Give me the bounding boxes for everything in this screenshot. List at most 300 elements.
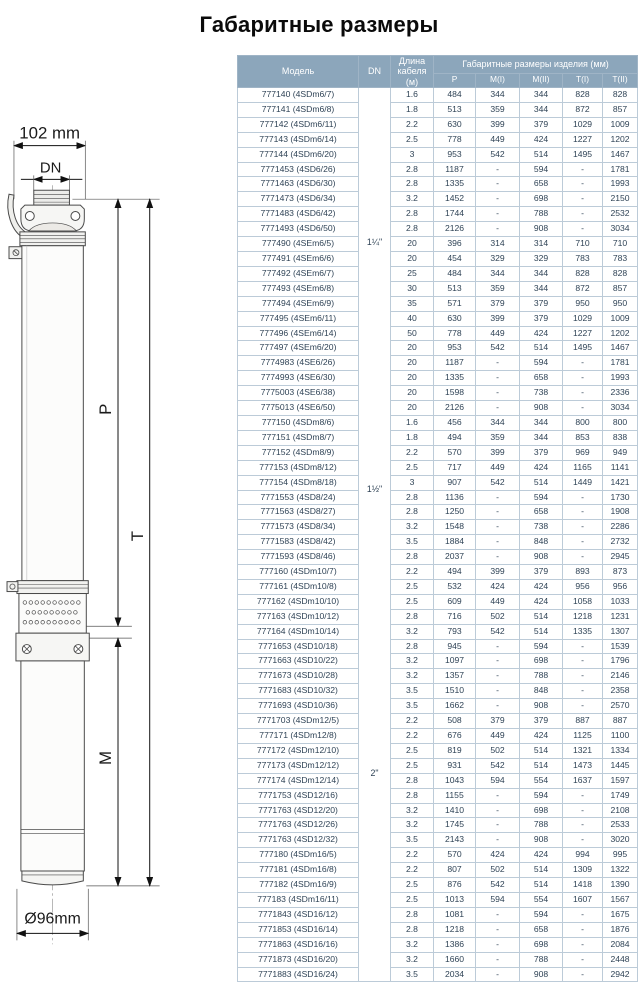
value-cell: 2146 — [603, 669, 638, 684]
value-cell: 2.2 — [391, 565, 434, 580]
value-cell: 344 — [520, 102, 563, 117]
value-cell: - — [476, 937, 520, 952]
value-cell: 3.2 — [391, 624, 434, 639]
value-cell: 2.2 — [391, 117, 434, 132]
table-header — [238, 56, 638, 88]
table-row — [238, 520, 638, 535]
model-cell: 777141 (4SDm6/8) — [238, 102, 359, 117]
value-cell: 956 — [603, 579, 638, 594]
value-cell: 2533 — [603, 818, 638, 833]
model-cell: 7774983 (4SE6/26) — [238, 356, 359, 371]
value-cell: 788 — [520, 818, 563, 833]
table-row — [238, 907, 638, 922]
model-cell: 7775013 (4SE6/50) — [238, 401, 359, 416]
value-cell: 872 — [563, 102, 603, 117]
table-row — [238, 88, 638, 103]
value-cell: - — [476, 967, 520, 982]
value-cell: 1033 — [603, 594, 638, 609]
model-cell: 7771573 (4SD8/34) — [238, 520, 359, 535]
value-cell: - — [476, 818, 520, 833]
pump-body — [22, 246, 83, 581]
value-cell: - — [476, 952, 520, 967]
value-cell: 956 — [563, 579, 603, 594]
value-cell: - — [563, 952, 603, 967]
value-cell: 379 — [476, 714, 520, 729]
table-row — [238, 222, 638, 237]
model-cell: 7771753 (4SD12/16) — [238, 788, 359, 803]
value-cell: - — [476, 669, 520, 684]
value-cell: 502 — [476, 863, 520, 878]
value-cell: 2945 — [603, 550, 638, 565]
value-cell: - — [476, 833, 520, 848]
value-cell: - — [563, 788, 603, 803]
table-row — [238, 281, 638, 296]
value-cell: 20 — [391, 371, 434, 386]
table-row — [238, 430, 638, 445]
value-cell: 514 — [520, 758, 563, 773]
model-cell: 7775003 (4SE6/38) — [238, 386, 359, 401]
value-cell: 1495 — [563, 341, 603, 356]
table-row — [238, 848, 638, 863]
model-cell: 777492 (4SEm6/7) — [238, 266, 359, 281]
value-cell: 424 — [520, 326, 563, 341]
model-cell: 7771563 (4SD8/27) — [238, 505, 359, 520]
dn-dimension-label: DN — [39, 160, 62, 177]
value-cell: 399 — [476, 445, 520, 460]
value-cell: 778 — [434, 132, 476, 147]
value-cell: 717 — [434, 460, 476, 475]
dn-group-label: 1¼" — [366, 237, 383, 248]
table-row — [238, 386, 638, 401]
intake-strainer — [19, 594, 86, 634]
model-cell: 777495 (4SEm6/11) — [238, 311, 359, 326]
table-row — [238, 699, 638, 714]
value-cell: 3.5 — [391, 833, 434, 848]
table-row — [238, 565, 638, 580]
value-cell: 329 — [520, 252, 563, 267]
model-cell: 7771453 (4SD6/26) — [238, 162, 359, 177]
value-cell: 3.2 — [391, 654, 434, 669]
value-cell: 2.2 — [391, 848, 434, 863]
value-cell: 698 — [520, 192, 563, 207]
value-cell: 1227 — [563, 326, 603, 341]
value-cell: - — [563, 162, 603, 177]
value-cell: - — [476, 922, 520, 937]
value-cell: 594 — [520, 490, 563, 505]
value-cell: 710 — [603, 237, 638, 252]
dn-column-cell — [359, 88, 391, 982]
value-cell: 514 — [520, 878, 563, 893]
value-cell: 950 — [603, 296, 638, 311]
value-cell: 828 — [603, 266, 638, 281]
value-cell: 456 — [434, 415, 476, 430]
value-cell: 1473 — [563, 758, 603, 773]
value-cell: 379 — [520, 714, 563, 729]
value-cell: 2034 — [434, 967, 476, 982]
table-row — [238, 863, 638, 878]
value-cell: 2286 — [603, 520, 638, 535]
value-cell: 571 — [434, 296, 476, 311]
value-cell: 953 — [434, 341, 476, 356]
value-cell: 857 — [603, 102, 638, 117]
value-cell: - — [563, 207, 603, 222]
value-cell: 2.2 — [391, 863, 434, 878]
value-cell: - — [476, 490, 520, 505]
model-cell: 7771653 (4SD10/18) — [238, 639, 359, 654]
table-row — [238, 803, 638, 818]
model-cell: 777163 (4SDm10/12) — [238, 609, 359, 624]
value-cell: 594 — [520, 907, 563, 922]
value-cell: 1449 — [563, 475, 603, 490]
value-cell: 594 — [520, 162, 563, 177]
header-model: Модель — [238, 56, 359, 88]
model-cell: 777181 (4SDm16/8) — [238, 863, 359, 878]
value-cell: 1495 — [563, 147, 603, 162]
upper-ribbed-band — [20, 232, 85, 246]
value-cell: 542 — [476, 878, 520, 893]
value-cell: 3.5 — [391, 684, 434, 699]
value-cell: 2150 — [603, 192, 638, 207]
table-row — [238, 505, 638, 520]
value-cell: 1009 — [603, 311, 638, 326]
value-cell: - — [476, 177, 520, 192]
value-cell: 3020 — [603, 833, 638, 848]
value-cell: 1993 — [603, 177, 638, 192]
value-cell: 1097 — [434, 654, 476, 669]
value-cell: 2.5 — [391, 460, 434, 475]
value-cell: 514 — [520, 743, 563, 758]
model-cell: 7771463 (4SD6/30) — [238, 177, 359, 192]
table-row — [238, 669, 638, 684]
value-cell: 514 — [520, 609, 563, 624]
value-cell: - — [563, 833, 603, 848]
value-cell: 379 — [476, 296, 520, 311]
value-cell: 424 — [520, 132, 563, 147]
value-cell: 20 — [391, 401, 434, 416]
value-cell: 838 — [603, 430, 638, 445]
value-cell: 359 — [476, 102, 520, 117]
value-cell: 2084 — [603, 937, 638, 952]
value-cell: 594 — [520, 356, 563, 371]
table-row — [238, 371, 638, 386]
value-cell: 828 — [563, 266, 603, 281]
table-row — [238, 788, 638, 803]
value-cell: 1598 — [434, 386, 476, 401]
model-cell: 7771763 (4SD12/20) — [238, 803, 359, 818]
diameter-dimension-label: Ø96mm — [24, 910, 81, 928]
value-cell: 2448 — [603, 952, 638, 967]
table-row — [238, 326, 638, 341]
dimensions-table — [237, 55, 638, 982]
value-cell: 379 — [520, 445, 563, 460]
value-cell: - — [563, 401, 603, 416]
table-row — [238, 356, 638, 371]
model-cell: 777180 (4SDm16/5) — [238, 848, 359, 863]
value-cell: 1136 — [434, 490, 476, 505]
table-row — [238, 639, 638, 654]
value-cell: 853 — [563, 430, 603, 445]
value-cell: 1410 — [434, 803, 476, 818]
value-cell: - — [563, 669, 603, 684]
value-cell: 594 — [476, 773, 520, 788]
value-cell: 995 — [603, 848, 638, 863]
model-cell: 7771593 (4SD8/46) — [238, 550, 359, 565]
value-cell: 20 — [391, 237, 434, 252]
model-cell: 777142 (4SDm6/11) — [238, 117, 359, 132]
value-cell: 800 — [603, 415, 638, 430]
value-cell: 1307 — [603, 624, 638, 639]
value-cell: - — [563, 505, 603, 520]
value-cell: 344 — [476, 88, 520, 103]
table-row — [238, 147, 638, 162]
value-cell: 908 — [520, 967, 563, 982]
value-cell: 1335 — [563, 624, 603, 639]
value-cell: 570 — [434, 848, 476, 863]
value-cell: 449 — [476, 460, 520, 475]
table-row — [238, 892, 638, 907]
value-cell: 1335 — [434, 177, 476, 192]
value-cell: 1607 — [563, 892, 603, 907]
value-cell: 594 — [520, 788, 563, 803]
value-cell: 1749 — [603, 788, 638, 803]
header-m2: M(II) — [520, 73, 563, 87]
value-cell: - — [476, 207, 520, 222]
value-cell: 532 — [434, 579, 476, 594]
value-cell: 449 — [476, 326, 520, 341]
value-cell: 30 — [391, 281, 434, 296]
table-row — [238, 415, 638, 430]
model-cell: 777161 (4SDm10/8) — [238, 579, 359, 594]
model-cell: 7771703 (4SDm12/5) — [238, 714, 359, 729]
value-cell: 1029 — [563, 117, 603, 132]
value-cell: 848 — [520, 684, 563, 699]
value-cell: 20 — [391, 341, 434, 356]
table-row — [238, 207, 638, 222]
value-cell: 1467 — [603, 147, 638, 162]
value-cell: 953 — [434, 147, 476, 162]
model-cell: 7771493 (4SD6/50) — [238, 222, 359, 237]
value-cell: 454 — [434, 252, 476, 267]
table-row — [238, 445, 638, 460]
value-cell: 872 — [563, 281, 603, 296]
table-row — [238, 758, 638, 773]
model-cell: 777164 (4SDm10/14) — [238, 624, 359, 639]
value-cell: 494 — [434, 565, 476, 580]
value-cell: 570 — [434, 445, 476, 460]
value-cell: 1058 — [563, 594, 603, 609]
value-cell: 3.2 — [391, 818, 434, 833]
value-cell: 1597 — [603, 773, 638, 788]
value-cell: 1009 — [603, 117, 638, 132]
value-cell: 2336 — [603, 386, 638, 401]
model-cell: 7771583 (4SD8/42) — [238, 535, 359, 550]
value-cell: 908 — [520, 401, 563, 416]
header-dimensions-group: Габаритные размеры изделия (мм) — [434, 56, 638, 74]
model-cell: 7774993 (4SE6/30) — [238, 371, 359, 386]
value-cell: 658 — [520, 922, 563, 937]
value-cell: 2732 — [603, 535, 638, 550]
header-cable-length: Длина кабеля (м) — [391, 56, 434, 88]
table-row — [238, 714, 638, 729]
table-row — [238, 684, 638, 699]
table-row — [238, 952, 638, 967]
value-cell: 907 — [434, 475, 476, 490]
m-dimension-label: M — [96, 751, 116, 766]
value-cell: - — [476, 371, 520, 386]
value-cell: - — [476, 788, 520, 803]
value-cell: 344 — [520, 430, 563, 445]
value-cell: 908 — [520, 833, 563, 848]
table-row — [238, 192, 638, 207]
value-cell: 1908 — [603, 505, 638, 520]
value-cell: 449 — [476, 729, 520, 744]
value-cell: 2.5 — [391, 878, 434, 893]
value-cell: - — [563, 386, 603, 401]
table-row — [238, 579, 638, 594]
value-cell: 3 — [391, 475, 434, 490]
value-cell: 3.2 — [391, 937, 434, 952]
value-cell: 609 — [434, 594, 476, 609]
model-cell: 7771553 (4SD8/24) — [238, 490, 359, 505]
table-row — [238, 818, 638, 833]
value-cell: 658 — [520, 505, 563, 520]
table-row — [238, 132, 638, 147]
value-cell: - — [563, 371, 603, 386]
table-row — [238, 937, 638, 952]
value-cell: 887 — [563, 714, 603, 729]
value-cell: 1884 — [434, 535, 476, 550]
table-row — [238, 535, 638, 550]
value-cell: 3 — [391, 147, 434, 162]
table-row — [238, 341, 638, 356]
table-row — [238, 311, 638, 326]
value-cell: 658 — [520, 371, 563, 386]
table-body — [238, 88, 638, 982]
value-cell: 344 — [520, 281, 563, 296]
table-row — [238, 967, 638, 982]
table-row — [238, 833, 638, 848]
value-cell: 1730 — [603, 490, 638, 505]
value-cell: 2.8 — [391, 773, 434, 788]
model-cell: 7771483 (4SD6/42) — [238, 207, 359, 222]
value-cell: - — [476, 907, 520, 922]
value-cell: 698 — [520, 803, 563, 818]
value-cell: - — [563, 967, 603, 982]
model-cell: 777154 (4SDm8/18) — [238, 475, 359, 490]
value-cell: - — [563, 907, 603, 922]
value-cell: 1227 — [563, 132, 603, 147]
value-cell: 1467 — [603, 341, 638, 356]
value-cell: 2.5 — [391, 594, 434, 609]
value-cell: 1125 — [563, 729, 603, 744]
value-cell: 2.8 — [391, 177, 434, 192]
value-cell: 494 — [434, 430, 476, 445]
value-cell: 1100 — [603, 729, 638, 744]
value-cell: 3.5 — [391, 535, 434, 550]
header-t2: T(II) — [603, 73, 638, 87]
model-cell: 7771883 (4SD16/24) — [238, 967, 359, 982]
value-cell: 399 — [476, 565, 520, 580]
value-cell: 359 — [476, 430, 520, 445]
value-cell: 1335 — [434, 371, 476, 386]
value-cell: 1386 — [434, 937, 476, 952]
value-cell: 508 — [434, 714, 476, 729]
value-cell: 344 — [520, 415, 563, 430]
model-cell: 7771693 (4SD10/36) — [238, 699, 359, 714]
value-cell: 513 — [434, 281, 476, 296]
value-cell: - — [563, 356, 603, 371]
value-cell: 788 — [520, 207, 563, 222]
model-cell: 777160 (4SDm10/7) — [238, 565, 359, 580]
value-cell: 35 — [391, 296, 434, 311]
value-cell: 594 — [520, 639, 563, 654]
value-cell: 424 — [476, 579, 520, 594]
value-cell: - — [476, 356, 520, 371]
value-cell: 20 — [391, 356, 434, 371]
model-cell: 777493 (4SEm6/8) — [238, 281, 359, 296]
value-cell: - — [563, 639, 603, 654]
value-cell: 1539 — [603, 639, 638, 654]
value-cell: 1.8 — [391, 102, 434, 117]
value-cell: 1155 — [434, 788, 476, 803]
value-cell: 1.6 — [391, 88, 434, 103]
value-cell: 2.2 — [391, 714, 434, 729]
value-cell: 3.2 — [391, 803, 434, 818]
value-cell: 50 — [391, 326, 434, 341]
model-cell: 777497 (4SEm6/20) — [238, 341, 359, 356]
value-cell: 908 — [520, 699, 563, 714]
value-cell: 1187 — [434, 356, 476, 371]
pump-drawing-svg — [0, 108, 237, 978]
value-cell: 945 — [434, 639, 476, 654]
model-cell: 7771683 (4SD10/32) — [238, 684, 359, 699]
value-cell: 2.5 — [391, 892, 434, 907]
model-cell: 777152 (4SDm8/9) — [238, 445, 359, 460]
header-m1: M(I) — [476, 73, 520, 87]
value-cell: 1013 — [434, 892, 476, 907]
value-cell: - — [476, 162, 520, 177]
motor-body — [21, 661, 84, 885]
value-cell: 931 — [434, 758, 476, 773]
value-cell: - — [563, 818, 603, 833]
value-cell: 2143 — [434, 833, 476, 848]
value-cell: 2358 — [603, 684, 638, 699]
value-cell: - — [476, 684, 520, 699]
value-cell: 314 — [520, 237, 563, 252]
value-cell: 424 — [520, 579, 563, 594]
t-dimension-label: T — [127, 530, 147, 542]
dimensions-table-wrap — [237, 55, 637, 982]
value-cell: 876 — [434, 878, 476, 893]
table-row — [238, 490, 638, 505]
value-cell: 3.2 — [391, 192, 434, 207]
value-cell: 807 — [434, 863, 476, 878]
table-row — [238, 252, 638, 267]
table-row — [238, 922, 638, 937]
value-cell: 424 — [476, 848, 520, 863]
value-cell: 1548 — [434, 520, 476, 535]
value-cell: 554 — [520, 892, 563, 907]
motor-coupling — [16, 633, 89, 661]
value-cell: 542 — [476, 475, 520, 490]
model-cell: 7771663 (4SD10/22) — [238, 654, 359, 669]
value-cell: 1660 — [434, 952, 476, 967]
value-cell: - — [476, 639, 520, 654]
table-row — [238, 475, 638, 490]
value-cell: 1250 — [434, 505, 476, 520]
value-cell: 513 — [434, 102, 476, 117]
table-row — [238, 237, 638, 252]
